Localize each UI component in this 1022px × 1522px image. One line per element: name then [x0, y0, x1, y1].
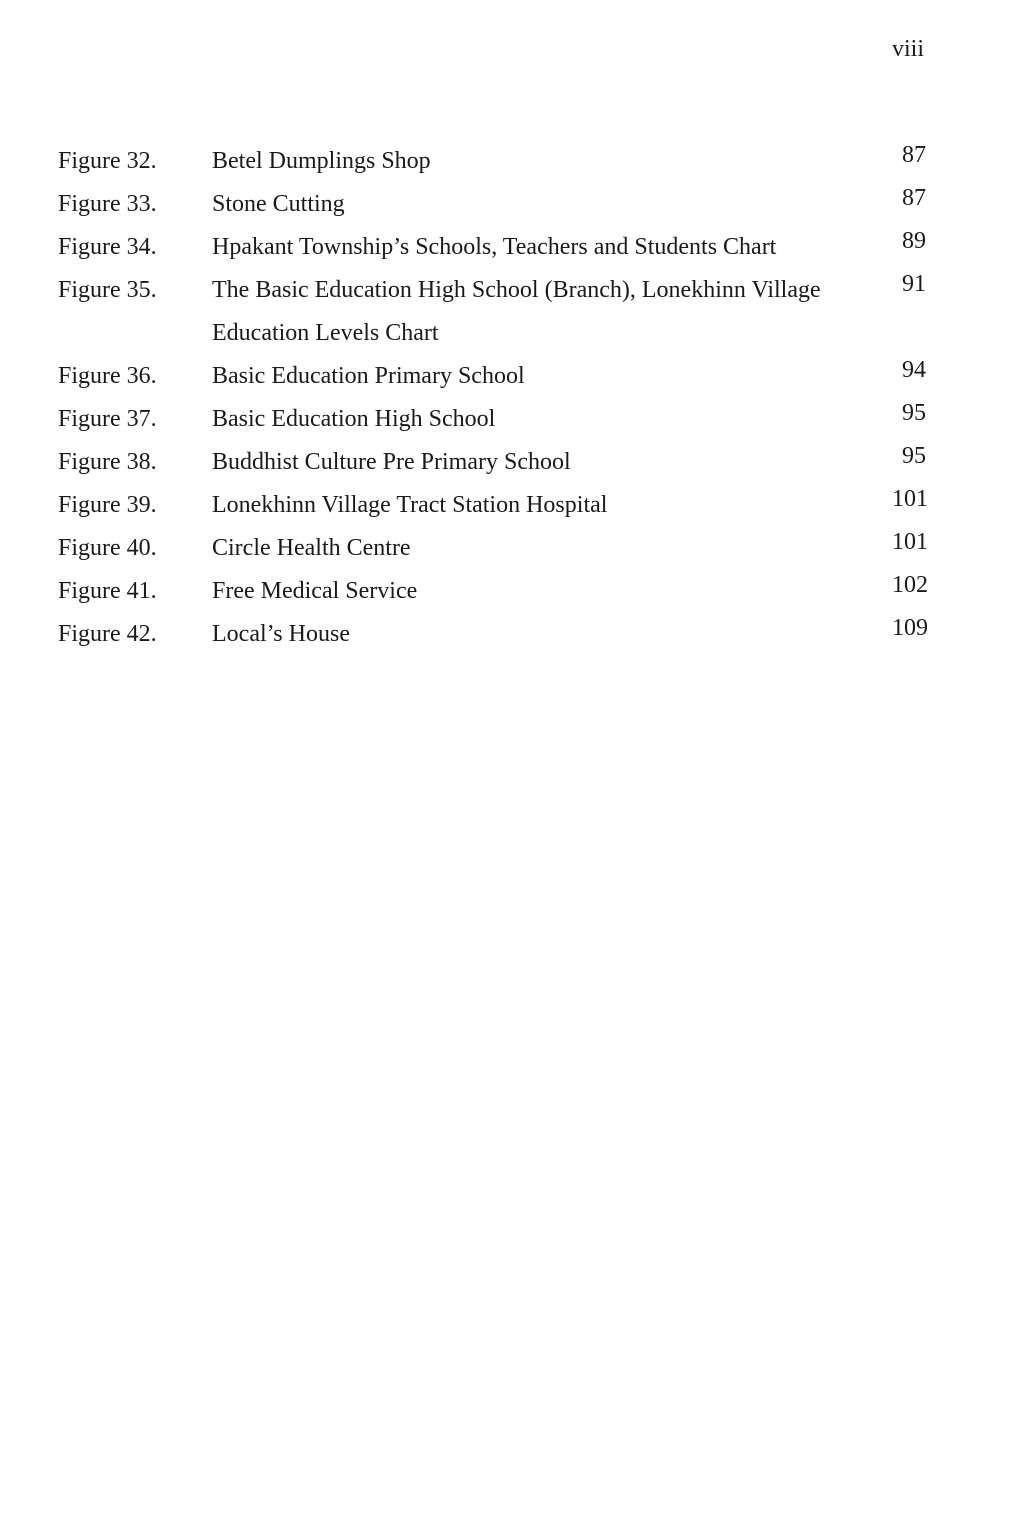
figure-title: Buddhist Culture Pre Primary School [212, 449, 571, 475]
figure-label: Figure 35. [58, 277, 157, 303]
figure-title: Basic Education Primary School [212, 363, 525, 389]
figure-entry [58, 269, 938, 355]
figure-label: Figure 40. [58, 535, 157, 561]
figure-title: Lonekhinn Village Tract Station Hospital [212, 492, 608, 518]
figure-title: Free Medical Service [212, 578, 418, 604]
figure-page-number: 109 [892, 615, 928, 641]
figure-entry [58, 140, 938, 183]
figure-entry [58, 355, 938, 398]
figure-entry [58, 441, 938, 484]
figure-title: Hpakant Township’s Schools, Teachers and Students Chart [212, 234, 777, 260]
figure-label: Figure 33. [58, 191, 157, 217]
figure-page-number: 91 [902, 271, 926, 297]
figure-label: Figure 39. [58, 492, 157, 518]
figure-page-number: 87 [902, 142, 926, 168]
figure-label: Figure 36. [58, 363, 157, 389]
figure-title: Stone Cutting [212, 191, 345, 217]
figure-label: Figure 34. [58, 234, 157, 260]
figure-label: Figure 41. [58, 578, 157, 604]
figure-label: Figure 42. [58, 621, 157, 647]
figure-entry [58, 484, 938, 527]
figure-entry [58, 183, 938, 226]
list-of-figures [58, 140, 938, 656]
figure-page-number: 101 [892, 529, 928, 555]
figure-label: Figure 32. [58, 148, 157, 174]
figure-title: Local’s House [212, 621, 350, 647]
page-number: viii [892, 36, 925, 62]
figure-label: Figure 37. [58, 406, 157, 432]
figure-page-number: 87 [902, 185, 926, 211]
figure-entry [58, 527, 938, 570]
figure-page-number: 95 [902, 443, 926, 469]
figure-title: Betel Dumplings Shop [212, 148, 431, 174]
figure-title: The Basic Education High School (Branch), Lonekhinn Village Education Levels Chart [212, 277, 821, 346]
figure-entry [58, 570, 938, 613]
figure-entry [58, 398, 938, 441]
figure-entry [58, 226, 938, 269]
figure-page-number: 94 [902, 357, 926, 383]
figure-page-number: 89 [902, 228, 926, 254]
figure-title: Circle Health Centre [212, 535, 411, 561]
figure-page-number: 95 [902, 400, 926, 426]
figure-entry [58, 613, 938, 656]
figure-title: Basic Education High School [212, 406, 496, 432]
figure-label: Figure 38. [58, 449, 157, 475]
figure-page-number: 102 [892, 572, 928, 598]
figure-page-number: 101 [892, 486, 928, 512]
